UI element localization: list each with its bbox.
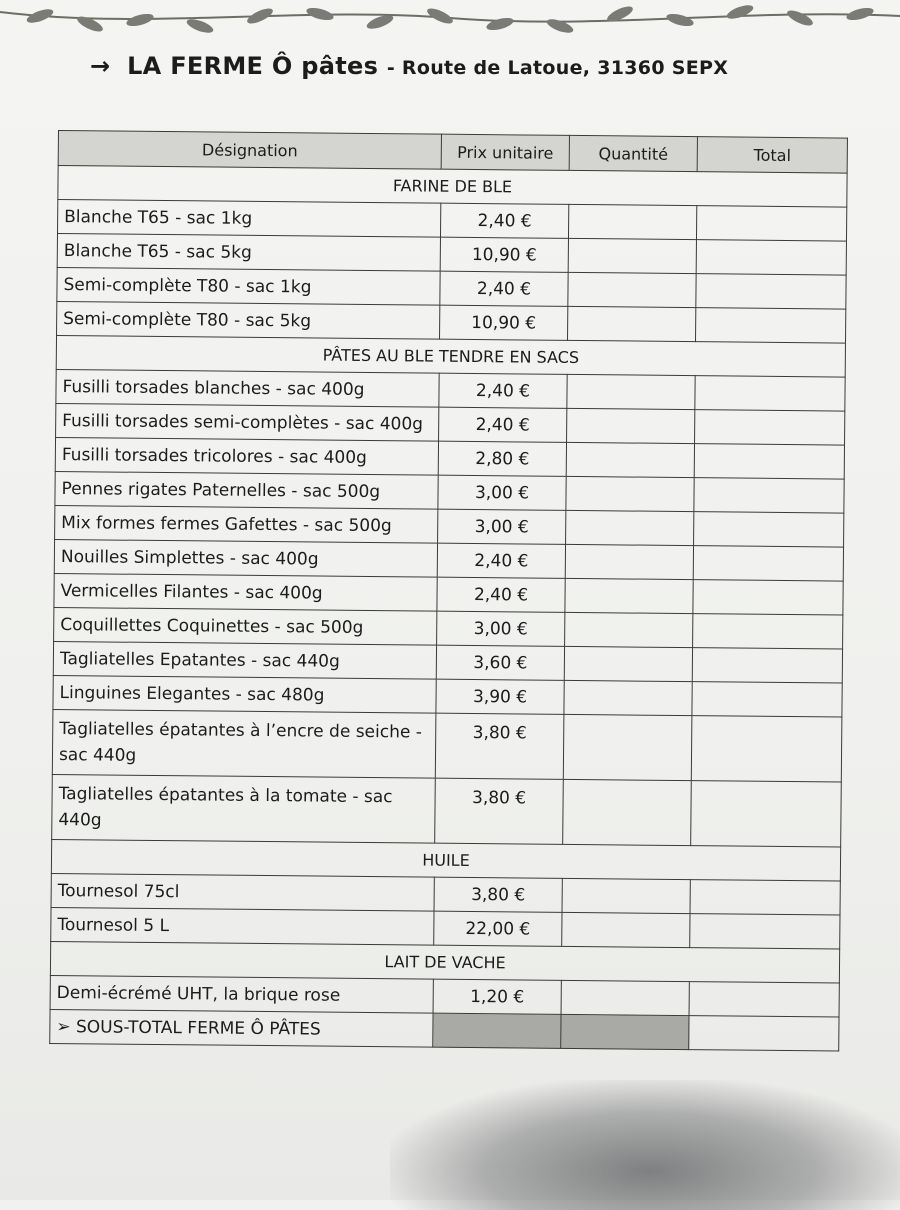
table-row xyxy=(52,774,842,847)
item-unit-price: 2,40 € xyxy=(439,407,567,442)
item-designation: Blanche T65 - sac 1kg xyxy=(58,200,441,238)
item-total-cell[interactable] xyxy=(696,274,846,309)
item-total-cell[interactable] xyxy=(694,512,844,547)
item-designation: Tournesol 75cl xyxy=(51,873,434,911)
item-quantity-cell[interactable] xyxy=(563,714,692,780)
item-total-cell[interactable] xyxy=(695,308,845,343)
item-designation: Tagliatelles épatantes à l’encre de seiche - sac 440g xyxy=(52,709,436,778)
table-body xyxy=(50,166,847,1018)
header-unit-price: Prix unitaire xyxy=(441,134,569,170)
item-designation: Semi-complète T80 - sac 5kg xyxy=(57,301,440,339)
item-designation: Pennes rigates Paternelles - sac 500g xyxy=(55,471,438,509)
header-quantity: Quantité xyxy=(569,135,697,171)
section-title: PÂTES AU BLE TENDRE EN SACS xyxy=(56,335,845,377)
item-unit-price: 2,40 € xyxy=(437,577,565,612)
arrow-right-icon: → xyxy=(90,52,111,80)
item-designation: Coquillettes Coquinettes - sac 500g xyxy=(54,607,437,645)
page-heading xyxy=(90,52,728,80)
item-quantity-cell[interactable] xyxy=(568,306,696,341)
item-designation: Vermicelles Filantes - sac 400g xyxy=(54,573,437,611)
item-quantity-cell[interactable] xyxy=(568,272,696,307)
item-designation: Tournesol 5 L xyxy=(51,907,434,945)
item-unit-price: 10,90 € xyxy=(440,237,568,272)
header-total: Total xyxy=(697,137,847,173)
item-total-cell[interactable] xyxy=(691,781,842,847)
item-quantity-cell[interactable] xyxy=(567,408,695,443)
item-quantity-cell[interactable] xyxy=(566,510,694,545)
item-quantity-cell[interactable] xyxy=(565,578,693,613)
item-quantity-cell[interactable] xyxy=(561,980,689,1015)
item-total-cell[interactable] xyxy=(693,614,843,649)
item-total-cell[interactable] xyxy=(693,546,843,581)
item-total-cell[interactable] xyxy=(692,682,842,717)
item-total-cell[interactable] xyxy=(696,206,846,241)
item-unit-price: 22,00 € xyxy=(434,911,562,946)
item-unit-price: 3,80 € xyxy=(435,713,564,779)
item-quantity-cell[interactable] xyxy=(566,442,694,477)
item-total-cell[interactable] xyxy=(694,478,844,513)
item-quantity-cell[interactable] xyxy=(567,374,695,409)
item-total-cell[interactable] xyxy=(692,648,842,683)
item-total-cell[interactable] xyxy=(695,410,845,445)
item-quantity-cell[interactable] xyxy=(564,680,692,715)
item-unit-price: 1,20 € xyxy=(433,979,561,1014)
subtotal-row xyxy=(50,1009,839,1051)
item-unit-price: 2,40 € xyxy=(439,373,567,408)
subtotal-shaded-cell xyxy=(433,1013,561,1048)
item-quantity-cell[interactable] xyxy=(566,476,694,511)
item-designation: Tagliatelles épatantes à la tomate - sac 440g xyxy=(52,774,436,843)
item-unit-price: 3,80 € xyxy=(435,778,564,844)
subtotal-total-cell[interactable] xyxy=(689,1016,839,1051)
subtotal-shaded-cell xyxy=(561,1014,689,1049)
item-unit-price: 3,00 € xyxy=(438,509,566,544)
item-designation: Linguines Elegantes - sac 480g xyxy=(53,675,436,713)
item-designation: Tagliatelles Epatantes - sac 440g xyxy=(53,641,436,679)
item-quantity-cell[interactable] xyxy=(565,544,693,579)
item-total-cell[interactable] xyxy=(693,580,843,615)
item-unit-price: 3,00 € xyxy=(437,611,565,646)
item-unit-price: 3,80 € xyxy=(434,877,562,912)
olive-branch-decoration xyxy=(0,0,900,40)
item-quantity-cell[interactable] xyxy=(563,779,692,845)
item-unit-price: 3,90 € xyxy=(436,679,564,714)
item-total-cell[interactable] xyxy=(689,982,839,1017)
item-designation: Demi-écrémé UHT, la brique rose xyxy=(50,975,433,1013)
item-quantity-cell[interactable] xyxy=(565,612,693,647)
item-quantity-cell[interactable] xyxy=(562,912,690,947)
item-unit-price: 3,00 € xyxy=(438,475,566,510)
item-designation: Blanche T65 - sac 5kg xyxy=(57,234,440,272)
item-total-cell[interactable] xyxy=(691,716,842,782)
table-row xyxy=(52,709,842,782)
item-designation: Fusilli torsades tricolores - sac 400g xyxy=(55,437,438,475)
item-total-cell[interactable] xyxy=(696,240,846,275)
item-total-cell[interactable] xyxy=(695,376,845,411)
item-designation: Nouilles Simplettes - sac 400g xyxy=(54,539,437,577)
subtotal-label: ➢ SOUS-TOTAL FERME Ô PÂTES xyxy=(50,1009,433,1047)
farm-name: LA FERME Ô pâtes xyxy=(127,52,379,80)
item-unit-price: 2,40 € xyxy=(440,271,568,306)
item-quantity-cell[interactable] xyxy=(562,878,690,913)
farm-address: - Route de Latoue, 31360 SEPX xyxy=(386,57,729,79)
item-total-cell[interactable] xyxy=(690,914,840,949)
order-form-table xyxy=(49,130,848,1052)
item-unit-price: 10,90 € xyxy=(440,305,568,340)
item-unit-price: 2,80 € xyxy=(438,441,566,476)
item-total-cell[interactable] xyxy=(694,444,844,479)
header-designation: Désignation xyxy=(58,131,441,170)
item-quantity-cell[interactable] xyxy=(564,646,692,681)
item-unit-price: 3,60 € xyxy=(436,645,564,680)
item-designation: Fusilli torsades semi-complètes - sac 400g xyxy=(56,403,439,441)
item-unit-price: 2,40 € xyxy=(440,203,568,238)
item-quantity-cell[interactable] xyxy=(568,204,696,239)
section-title: LAIT DE VACHE xyxy=(50,941,839,983)
item-unit-price: 2,40 € xyxy=(437,543,565,578)
item-designation: Semi-complète T80 - sac 1kg xyxy=(57,267,440,305)
item-total-cell[interactable] xyxy=(690,880,840,915)
item-designation: Mix formes fermes Gafettes - sac 500g xyxy=(55,505,438,543)
section-title: HUILE xyxy=(51,839,840,881)
item-designation: Fusilli torsades blanches - sac 400g xyxy=(56,369,439,407)
hand-shadow xyxy=(390,1080,900,1210)
section-title: FARINE DE BLE xyxy=(58,166,847,208)
item-quantity-cell[interactable] xyxy=(568,238,696,273)
